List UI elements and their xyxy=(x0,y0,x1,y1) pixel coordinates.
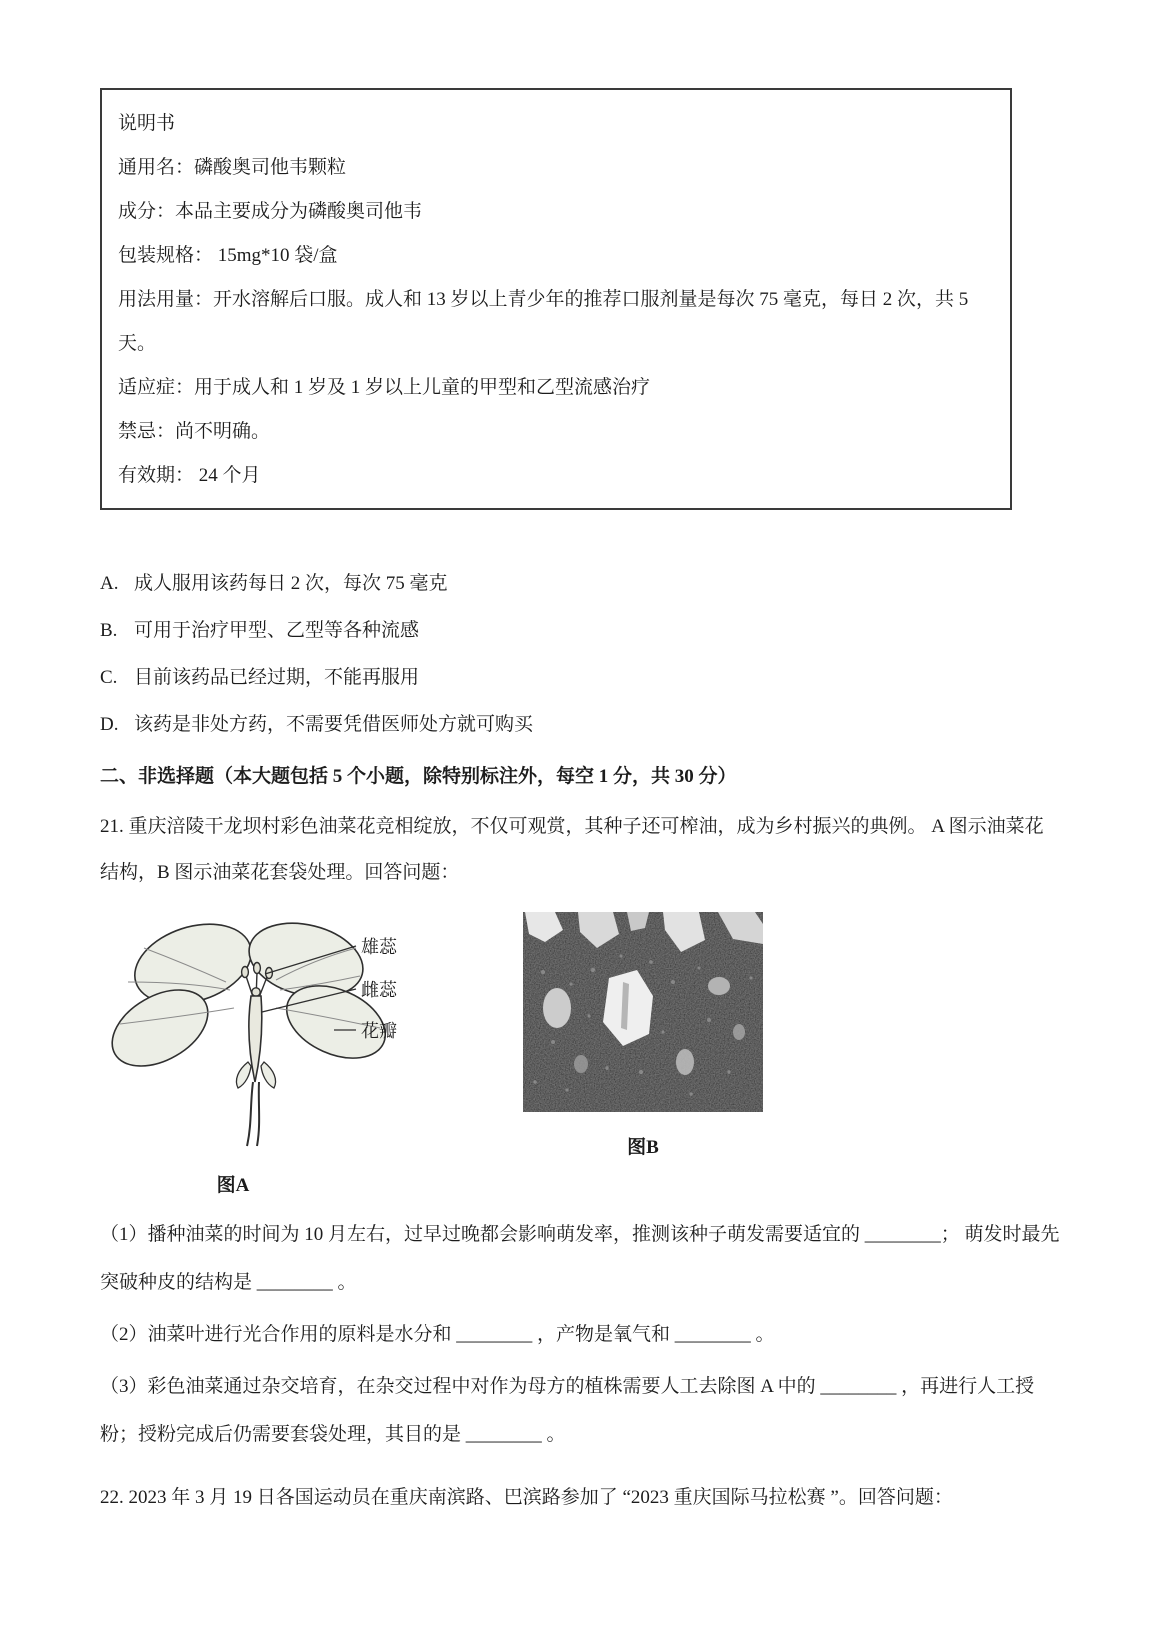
drug-instruction-box xyxy=(100,88,1012,510)
option-a-text: 成人服用该药每日 2 次，每次 75 毫克 xyxy=(134,573,448,594)
bagged-flowers-photo xyxy=(523,912,763,1112)
choice-options xyxy=(100,560,1062,748)
question-21-part-3: （3）彩色油菜通过杂交培育，在杂交过程中对作为母方的植株需要人工去除图 A 中的 ________ ，再进行人工授粉；授粉完成后仍需要套袋处理，其目的是 ________ 。 xyxy=(100,1376,1035,1445)
instruction-box-title: 说明书 xyxy=(118,113,176,134)
flower-structure-diagram xyxy=(108,912,446,1150)
question-21-part-1: （1）播种油菜的时间为 10 月左右，过早过晚都会影响萌发率，推测该种子萌发需要适宜的 ________； 萌发时最先突破种皮的结构是 ________ 。 xyxy=(100,1224,1060,1293)
option-c xyxy=(100,654,1062,701)
option-c-text: 目前该药品已经过期，不能再服用 xyxy=(134,667,420,688)
section-heading-non-choice: 二、非选择题（本大题包括 5 个小题，除特别标注外，每空 1 分，共 30 分） xyxy=(100,766,737,787)
figure-a xyxy=(108,912,446,1197)
option-b-label: B. xyxy=(100,620,118,641)
option-a xyxy=(100,560,1062,607)
figure-a-caption: 图A xyxy=(216,1175,250,1196)
question-21-part-2: （2）油菜叶进行光合作用的原料是水分和 ________ ，产物是氧气和 ________ 。 xyxy=(100,1324,775,1345)
instruction-line-indication: 适应症：用于成人和 1 岁及 1 岁以上儿童的甲型和乙型流感治疗 xyxy=(118,377,651,398)
option-d-label: D. xyxy=(100,714,119,735)
option-d xyxy=(100,701,1062,748)
option-d-text: 该药是非处方药，不需要凭借医师处方就可购买 xyxy=(134,714,534,735)
instruction-line-generic-name: 通用名：磷酸奥司他韦颗粒 xyxy=(118,157,347,178)
instruction-line-ingredients: 成分：本品主要成分为磷酸奥司他韦 xyxy=(118,201,423,222)
option-a-label: A. xyxy=(100,573,119,594)
option-b xyxy=(100,607,1062,654)
instruction-line-package: 包装规格： 15mg*10 袋/盒 xyxy=(118,245,338,266)
option-c-label: C. xyxy=(100,667,118,688)
instruction-line-dosage: 用法用量：开水溶解后口服。成人和 13 岁以上青少年的推荐口服剂量是每次 75 毫克，每日 2 次，共 5 天。 xyxy=(118,289,969,354)
figure-b xyxy=(523,912,763,1159)
label-pistil: 雌蕊 xyxy=(361,980,397,1000)
instruction-line-validity: 有效期： 24 个月 xyxy=(118,465,261,486)
question-21-stem: 21. 重庆涪陵干龙坝村彩色油菜花竞相绽放，不仅可观赏，其种子还可榨油，成为乡村振兴的典例。 A 图示油菜花结构，B 图示油菜花套袋处理。回答问题： xyxy=(100,816,1044,883)
figure-b-caption: 图B xyxy=(627,1137,659,1158)
instruction-line-contraindication: 禁忌：尚不明确。 xyxy=(118,421,271,442)
label-stamen: 雄蕊 xyxy=(361,937,397,957)
label-petal: 花瓣 xyxy=(361,1021,397,1041)
option-b-text: 可用于治疗甲型、乙型等各种流感 xyxy=(134,620,420,641)
question-22-stem: 22. 2023 年 3 月 19 日各国运动员在重庆南滨路、巴滨路参加了 “2023 重庆国际马拉松赛 ”。回答问题： xyxy=(100,1487,953,1508)
question-21-figures xyxy=(100,912,1062,1197)
